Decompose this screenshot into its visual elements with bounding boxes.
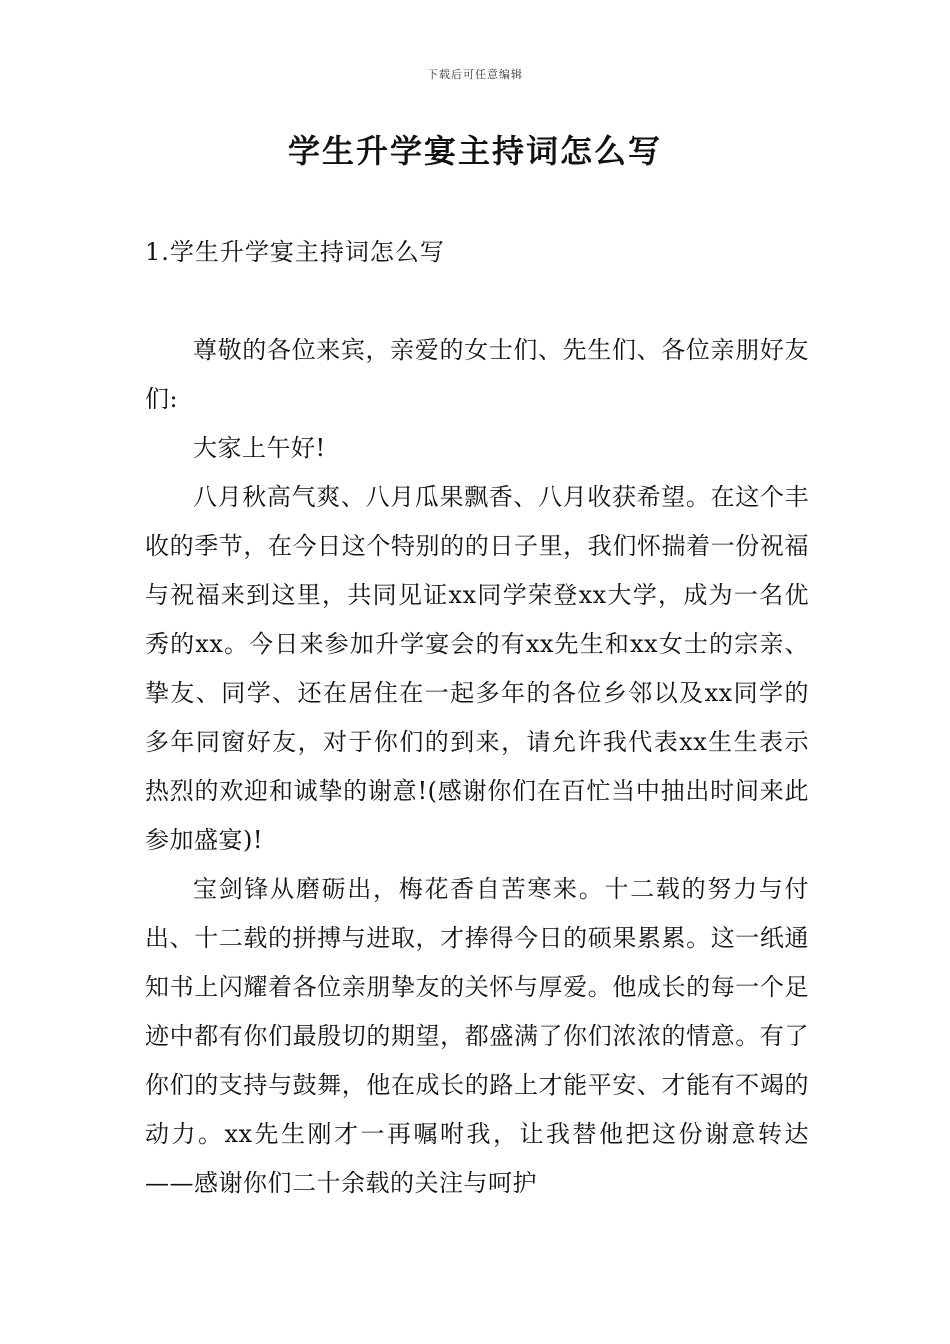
paragraph-salutation: 大家上午好!	[193, 434, 326, 462]
header-note: 下载后可任意编辑	[427, 68, 523, 81]
paragraph-welcome: 八月秋高气爽、八月瓜果飘香、八月收获希望。在这个丰收的季节，在今日这个特别的的日子里，我们怀揣着一份祝福与祝福来到这里，共同见证xx同学荣登xx大学，成为一名优秀的xx。今日来参加升学宴会的有xx先生和xx女士的宗亲、挚友、同学、还在居住在一起多年的各位乡邻以及xx同学的多年同窗好友，对于你们的到来，请允许我代表xx生生表示热烈的欢迎和诚挚的谢意!(感谢你们在百忙当中抽出时间来此参加盛宴)!	[145, 483, 809, 854]
section-heading: 1.学生升学宴主持词怎么写	[145, 238, 445, 266]
paragraph-greeting: 尊敬的各位来宾，亲爱的女士们、先生们、各位亲朋好友们:	[145, 336, 809, 413]
paragraph-gratitude: 宝剑锋从磨砺出，梅花香自苦寒来。十二载的努力与付出、十二载的拼搏与进取，才捧得今日的硕果累累。这一纸通知书上闪耀着各位亲朋挚友的关怀与厚爱。他成长的每一个足迹中都有你们最殷切的期望，都盛满了你们浓浓的情意。有了你们的支持与鼓舞，他在成长的路上才能平安、才能有不竭的动力。xx先生刚才一再嘱咐我，让我替他把这份谢意转达——感谢你们二十余载的关注与呵护	[145, 875, 809, 1197]
document-title: 学生升学宴主持词怎么写	[287, 132, 662, 170]
body-text	[145, 326, 809, 1208]
